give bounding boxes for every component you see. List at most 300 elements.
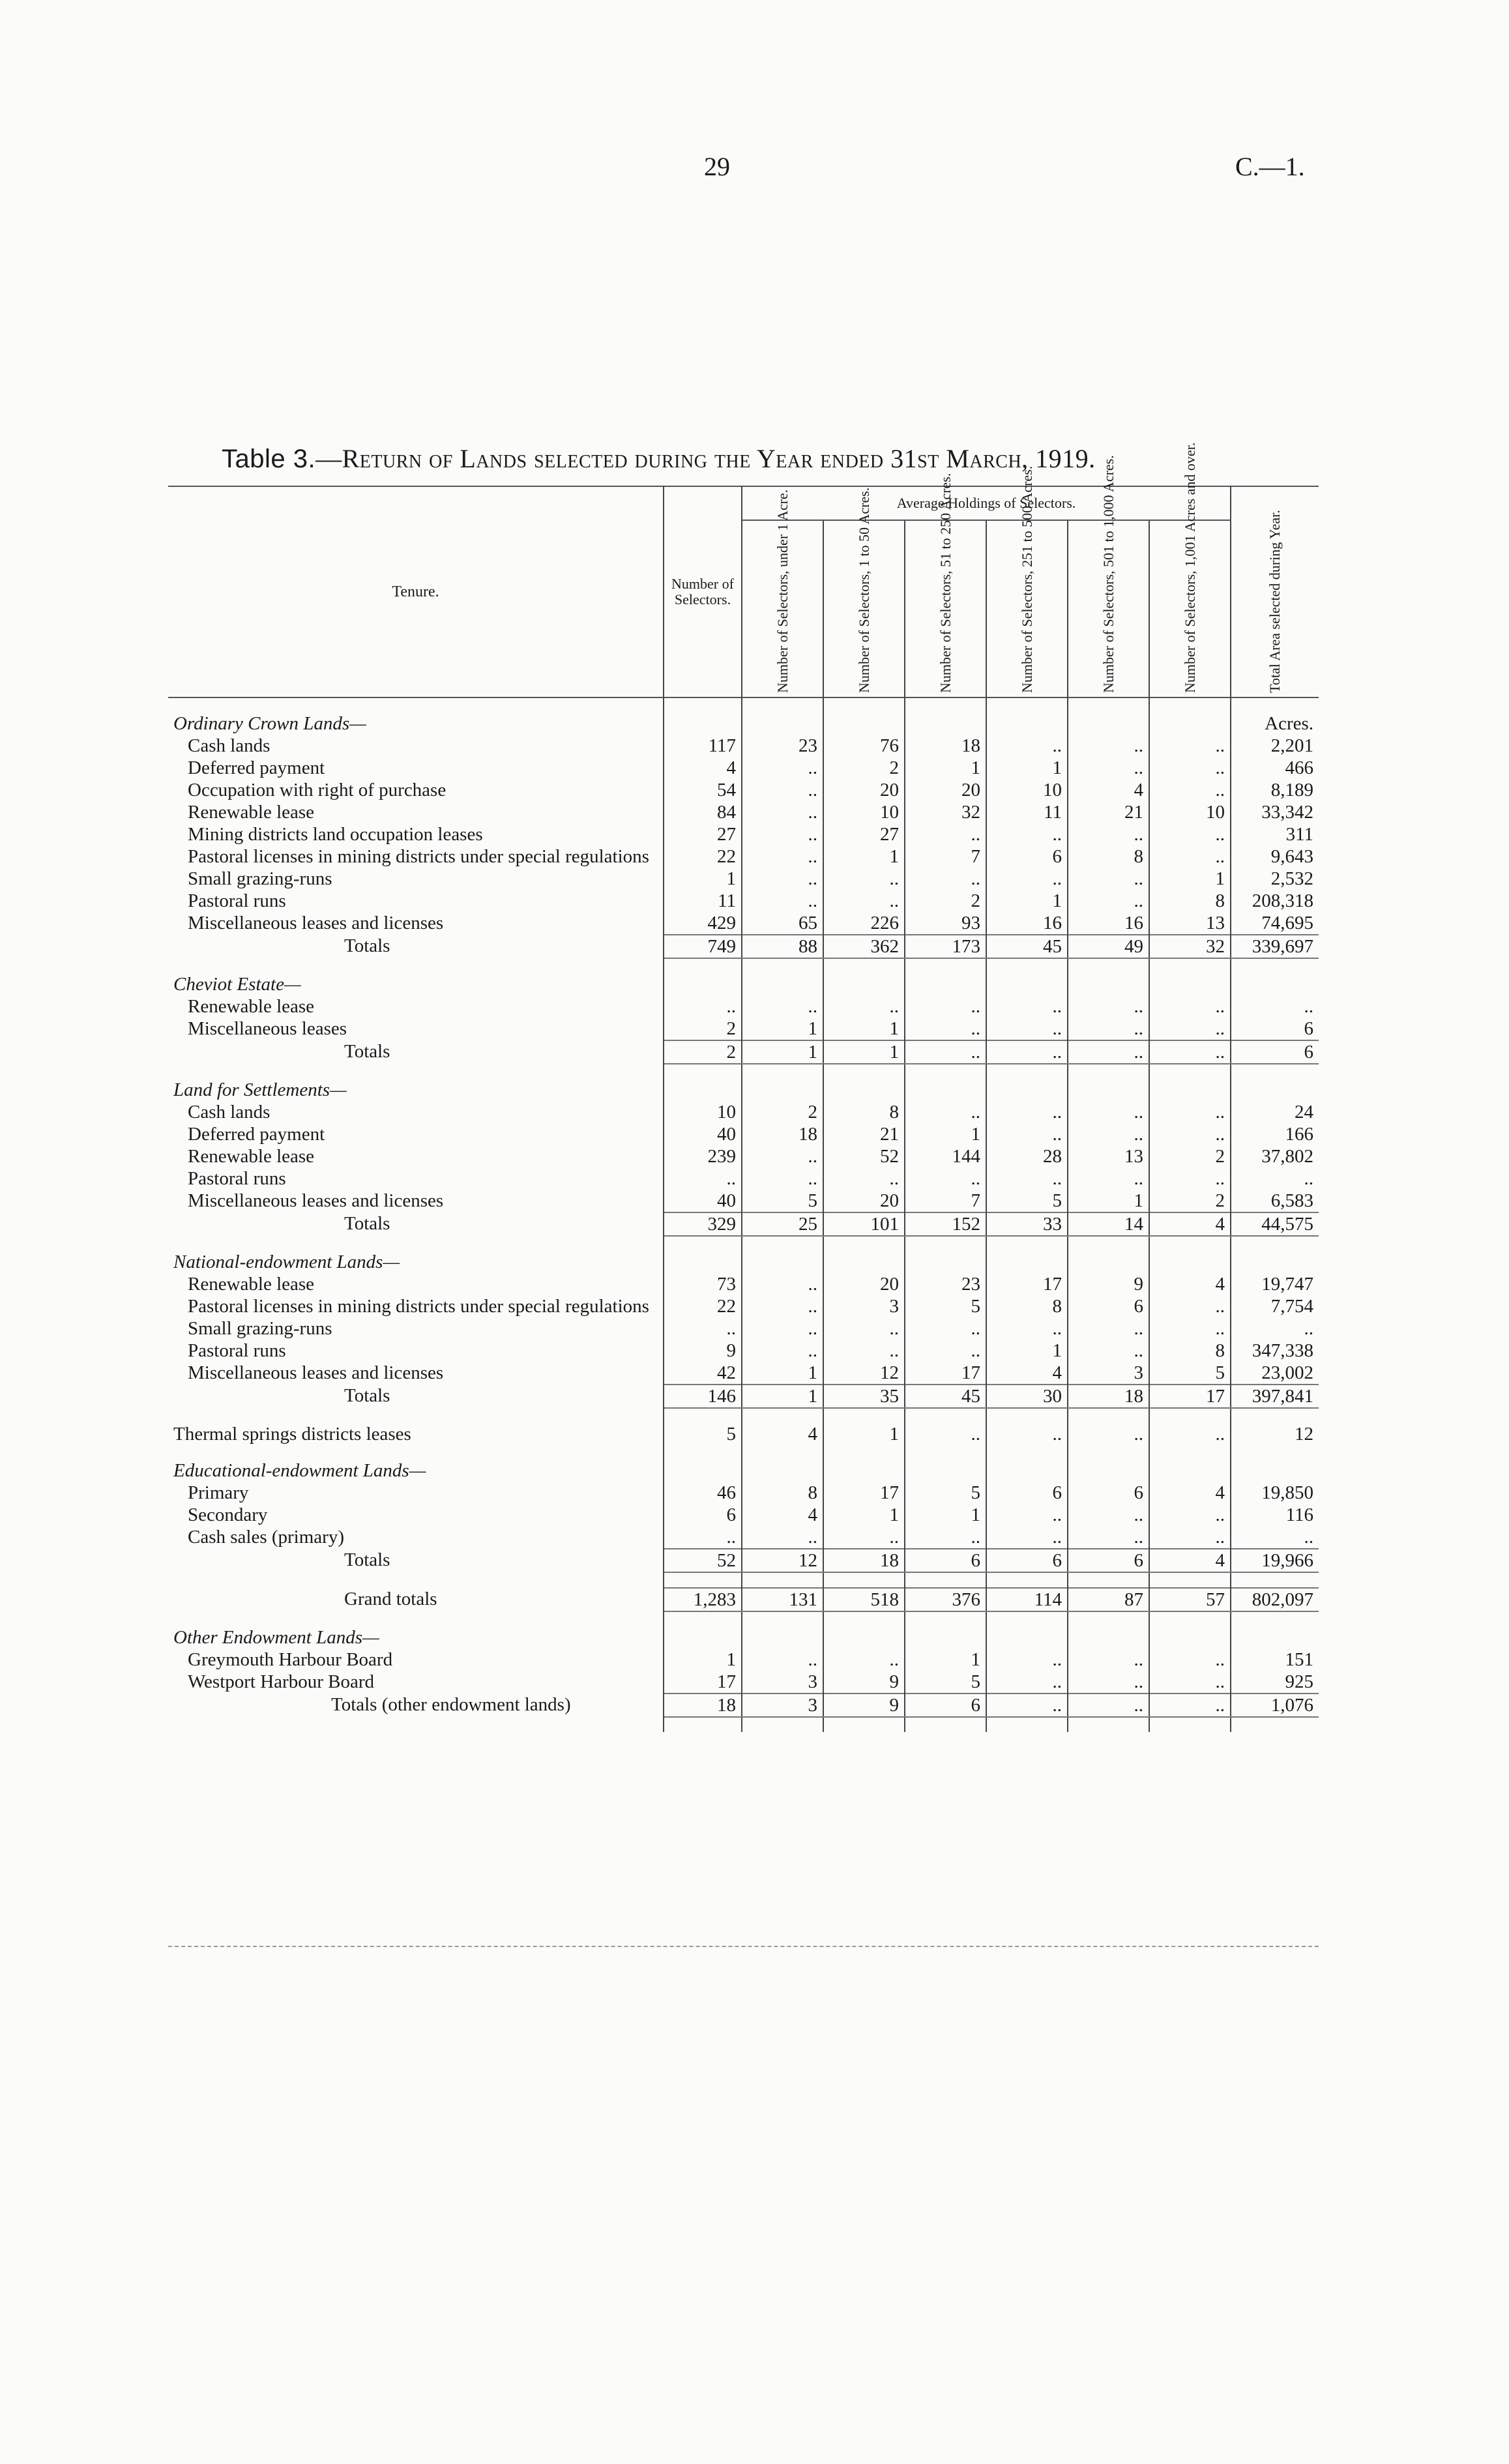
cheviot-estate-totals-total-area: 6	[1231, 1040, 1319, 1064]
other-endowment-lands-heading: Other Endowment Lands—	[168, 1626, 664, 1649]
national-endowment-lands-row-3-total-area: ..	[1304, 1318, 1314, 1339]
national-endowment-lands-row-5-51-to-250-acres: 17	[905, 1362, 986, 1385]
ordinary-crown-lands-row-4-501-to-1000-acres: 21	[1068, 801, 1149, 823]
other-endowment-lands-totals-label: Totals (other endowment lands)	[168, 1694, 664, 1717]
table-row	[168, 1123, 1319, 1145]
cheviot-estate-row-1-501-to-1000-acres: ..	[1068, 995, 1149, 1018]
educational-endowment-lands-row-1-label: Primary	[168, 1482, 664, 1504]
ordinary-crown-lands-row-9-number-of-selectors: 429	[664, 912, 742, 935]
land-for-settlements-totals-1001-acres-and-over: 4	[1149, 1212, 1231, 1236]
grand-totals-1-to-50-acres: 518	[823, 1588, 905, 1611]
ordinary-crown-lands-row-9-under-1-acre: 65	[742, 912, 823, 935]
national-endowment-lands-row-3-number-of-selectors: ..	[664, 1317, 742, 1340]
ordinary-crown-lands-row-9-501-to-1000-acres: 16	[1068, 912, 1149, 935]
table-row	[168, 1101, 1319, 1123]
ordinary-crown-lands-row-2-51-to-250-acres: 1	[905, 757, 986, 779]
cheviot-estate-heading: Cheviot Estate—	[168, 973, 664, 995]
land-for-settlements-row-3-1-to-50-acres: 52	[823, 1145, 905, 1167]
national-endowment-lands-row-3-501-to-1000-acres: ..	[1068, 1317, 1149, 1340]
land-for-settlements-row-4-total-area: ..	[1304, 1168, 1314, 1189]
ordinary-crown-lands-row-3-1001-acres-and-over: ..	[1149, 779, 1231, 801]
ordinary-crown-lands-row-6-label: Pastoral licenses in mining districts under special regulations	[168, 845, 664, 868]
table-row	[168, 890, 1319, 912]
national-endowment-lands-row-3-1-to-50-acres: ..	[823, 1317, 905, 1340]
ordinary-crown-lands-row-6-501-to-1000-acres: 8	[1068, 845, 1149, 868]
ordinary-crown-lands-row-9-total-area: 74,695	[1261, 913, 1314, 933]
thermal-springs-251-to-500-acres: ..	[986, 1423, 1068, 1445]
national-endowment-lands-totals-under-1-acre: 1	[742, 1385, 823, 1408]
land-for-settlements-row-2-1001-acres-and-over: ..	[1149, 1123, 1231, 1145]
other-endowment-lands-row-1-total-area: 151	[1285, 1649, 1314, 1670]
land-for-settlements-row-1-501-to-1000-acres: ..	[1068, 1101, 1149, 1123]
educational-endowment-lands-row-3-number-of-selectors: ..	[664, 1526, 742, 1549]
other-endowment-lands-row-2-51-to-250-acres: 5	[905, 1671, 986, 1694]
other-endowment-lands-totals-51-to-250-acres: 6	[905, 1694, 986, 1717]
ordinary-crown-lands-row-1-number-of-selectors: 117	[664, 735, 742, 757]
cheviot-estate-row-1-51-to-250-acres: ..	[905, 995, 986, 1018]
ordinary-crown-lands-row-3-number-of-selectors: 54	[664, 779, 742, 801]
ordinary-crown-lands-row-5-251-to-500-acres: ..	[986, 823, 1068, 845]
cheviot-estate-totals-1001-acres-and-over: ..	[1149, 1040, 1231, 1064]
column-header-1001-acres-and-over: Number of Selectors, 1,001 Acres and over.	[1149, 520, 1231, 697]
land-for-settlements-row-4-under-1-acre: ..	[742, 1167, 823, 1190]
national-endowment-lands-row-1-1-to-50-acres: 20	[823, 1273, 905, 1295]
land-for-settlements-row-3-51-to-250-acres: 144	[905, 1145, 986, 1167]
educational-endowment-lands-heading: Educational-endowment Lands—	[168, 1459, 664, 1482]
land-for-settlements-row-5-1-to-50-acres: 20	[823, 1190, 905, 1212]
grand-totals-total-area: 802,097	[1231, 1588, 1319, 1611]
ordinary-crown-lands-row-1-501-to-1000-acres: ..	[1068, 735, 1149, 757]
national-endowment-lands-row-5-label: Miscellaneous leases and licenses	[168, 1362, 664, 1385]
national-endowment-lands-row-3-251-to-500-acres: ..	[986, 1317, 1068, 1340]
educational-endowment-lands-row-3-total-area: ..	[1304, 1527, 1314, 1547]
educational-endowment-lands-totals-251-to-500-acres: 6	[986, 1549, 1068, 1572]
other-endowment-lands-row-2-1-to-50-acres: 9	[823, 1671, 905, 1694]
national-endowment-lands-totals-1001-acres-and-over: 17	[1149, 1385, 1231, 1408]
land-for-settlements-row-1-total-area: 24	[1295, 1102, 1314, 1122]
cheviot-estate-row-2-1-to-50-acres: 1	[823, 1018, 905, 1040]
land-for-settlements-row-3-501-to-1000-acres: 13	[1068, 1145, 1149, 1167]
cheviot-estate-row-1-label: Renewable lease	[168, 995, 664, 1018]
educational-endowment-lands-row-3-251-to-500-acres: ..	[986, 1526, 1068, 1549]
land-for-settlements-row-3-under-1-acre: ..	[742, 1145, 823, 1167]
educational-endowment-lands-row-3-501-to-1000-acres: ..	[1068, 1526, 1149, 1549]
national-endowment-lands-row-2-total-area: 7,754	[1270, 1296, 1314, 1317]
land-for-settlements-row-5-51-to-250-acres: 7	[905, 1190, 986, 1212]
other-endowment-lands-row-1-number-of-selectors: 1	[664, 1649, 742, 1671]
other-endowment-lands-totals-501-to-1000-acres: ..	[1068, 1694, 1149, 1717]
national-endowment-lands-row-5-501-to-1000-acres: 3	[1068, 1362, 1149, 1385]
national-endowment-lands-totals-51-to-250-acres: 45	[905, 1385, 986, 1408]
educational-endowment-lands-row-1-251-to-500-acres: 6	[986, 1482, 1068, 1504]
land-for-settlements-row-5-under-1-acre: 5	[742, 1190, 823, 1212]
thermal-springs-51-to-250-acres: ..	[905, 1423, 986, 1445]
ordinary-crown-lands-row-1-1-to-50-acres: 76	[823, 735, 905, 757]
ordinary-crown-lands-row-6-51-to-250-acres: 7	[905, 845, 986, 868]
ordinary-crown-lands-row-8-251-to-500-acres: 1	[986, 890, 1068, 912]
grand-totals-number-of-selectors: 1,283	[664, 1588, 742, 1611]
ordinary-crown-lands-row-6-under-1-acre: ..	[742, 845, 823, 868]
national-endowment-lands-row-4-number-of-selectors: 9	[664, 1340, 742, 1362]
national-endowment-lands-row-2-501-to-1000-acres: 6	[1068, 1295, 1149, 1317]
educational-endowment-lands-row-3-51-to-250-acres: ..	[905, 1526, 986, 1549]
other-endowment-lands-row-1-1-to-50-acres: ..	[823, 1649, 905, 1671]
educational-endowment-lands-row-2-51-to-250-acres: 1	[905, 1504, 986, 1526]
ordinary-crown-lands-row-4-51-to-250-acres: 32	[905, 801, 986, 823]
table-row	[168, 1273, 1319, 1295]
ordinary-crown-lands-totals-number-of-selectors: 749	[664, 935, 742, 958]
educational-endowment-lands-totals-number-of-selectors: 52	[664, 1549, 742, 1572]
cheviot-estate-row-2-1001-acres-and-over: ..	[1149, 1018, 1231, 1040]
ordinary-crown-lands-row-4-under-1-acre: ..	[742, 801, 823, 823]
other-endowment-lands-totals-251-to-500-acres: ..	[986, 1694, 1068, 1717]
cheviot-estate-row-1-1001-acres-and-over: ..	[1149, 995, 1231, 1018]
ordinary-crown-lands-totals-total-area: 339,697	[1231, 935, 1319, 958]
cheviot-estate-totals-501-to-1000-acres: ..	[1068, 1040, 1149, 1064]
ordinary-crown-lands-row-8-1001-acres-and-over: 8	[1149, 890, 1231, 912]
educational-endowment-lands-row-1-total-area: 19,850	[1261, 1482, 1314, 1503]
table-row	[168, 995, 1319, 1018]
ordinary-crown-lands-totals-under-1-acre: 88	[742, 935, 823, 958]
land-for-settlements-row-5-501-to-1000-acres: 1	[1068, 1190, 1149, 1212]
thermal-springs-total-area: 12	[1295, 1424, 1314, 1445]
educational-endowment-lands-row-2-1001-acres-and-over: ..	[1149, 1504, 1231, 1526]
national-endowment-lands-row-2-51-to-250-acres: 5	[905, 1295, 986, 1317]
thermal-springs-1001-acres-and-over: ..	[1149, 1423, 1231, 1445]
table-row	[168, 1317, 1319, 1340]
ordinary-crown-lands-row-3-51-to-250-acres: 20	[905, 779, 986, 801]
ordinary-crown-lands-row-5-label: Mining districts land occupation leases	[168, 823, 664, 845]
educational-endowment-lands-totals-1001-acres-and-over: 4	[1149, 1549, 1231, 1572]
ordinary-crown-lands-row-7-1-to-50-acres: ..	[823, 868, 905, 890]
national-endowment-lands-row-4-label: Pastoral runs	[168, 1340, 664, 1362]
educational-endowment-lands-totals-total-area: 19,966	[1231, 1549, 1319, 1572]
cheviot-estate-totals-number-of-selectors: 2	[664, 1040, 742, 1064]
national-endowment-lands-totals-1-to-50-acres: 35	[823, 1385, 905, 1408]
educational-endowment-lands-row-2-501-to-1000-acres: ..	[1068, 1504, 1149, 1526]
document-id: C.—1.	[1235, 152, 1305, 181]
national-endowment-lands-row-5-total-area: 23,002	[1261, 1362, 1314, 1383]
ordinary-crown-lands-row-9-1-to-50-acres: 226	[823, 912, 905, 935]
ordinary-crown-lands-row-7-total-area: 2,532	[1270, 868, 1314, 889]
table-row	[168, 1671, 1319, 1694]
other-endowment-lands-row-1-1001-acres-and-over: ..	[1149, 1649, 1231, 1671]
national-endowment-lands-row-5-251-to-500-acres: 4	[986, 1362, 1068, 1385]
educational-endowment-lands-totals-under-1-acre: 12	[742, 1549, 823, 1572]
national-endowment-lands-row-4-51-to-250-acres: ..	[905, 1340, 986, 1362]
national-endowment-lands-totals-251-to-500-acres: 30	[986, 1385, 1068, 1408]
other-endowment-lands-row-2-under-1-acre: 3	[742, 1671, 823, 1694]
ordinary-crown-lands-row-3-501-to-1000-acres: 4	[1068, 779, 1149, 801]
table-row	[168, 1504, 1319, 1526]
table-row	[168, 1482, 1319, 1504]
ordinary-crown-lands-row-5-under-1-acre: ..	[742, 823, 823, 845]
national-endowment-lands-row-4-total-area: 347,338	[1252, 1340, 1314, 1361]
cheviot-estate-row-2-251-to-500-acres: ..	[986, 1018, 1068, 1040]
column-header-under-1-acre: Number of Selectors, under 1 Acre.	[742, 520, 823, 697]
cheviot-estate-row-2-total-area: 6	[1304, 1018, 1314, 1039]
table-row	[168, 1649, 1319, 1671]
cheviot-estate-totals-251-to-500-acres: ..	[986, 1040, 1068, 1064]
ordinary-crown-lands-row-8-total-area: 208,318	[1252, 890, 1314, 911]
land-for-settlements-totals-under-1-acre: 25	[742, 1212, 823, 1236]
grand-totals-label: Grand totals	[168, 1588, 664, 1611]
educational-endowment-lands-row-3-label: Cash sales (primary)	[168, 1526, 664, 1549]
national-endowment-lands-totals-label: Totals	[168, 1385, 664, 1408]
national-endowment-lands-row-2-label: Pastoral licenses in mining districts under special regulations	[168, 1295, 664, 1317]
land-for-settlements-row-5-label: Miscellaneous leases and licenses	[168, 1190, 664, 1212]
land-for-settlements-row-4-51-to-250-acres: ..	[905, 1167, 986, 1190]
educational-endowment-lands-totals-label: Totals	[168, 1549, 664, 1572]
land-for-settlements-row-4-number-of-selectors: ..	[664, 1167, 742, 1190]
thermal-springs-1-to-50-acres: 1	[823, 1423, 905, 1445]
table-row	[168, 757, 1319, 779]
educational-endowment-lands-row-1-501-to-1000-acres: 6	[1068, 1482, 1149, 1504]
land-for-settlements-row-2-501-to-1000-acres: ..	[1068, 1123, 1149, 1145]
ordinary-crown-lands-row-2-under-1-acre: ..	[742, 757, 823, 779]
table-row	[168, 845, 1319, 868]
thermal-springs-under-1-acre: 4	[742, 1423, 823, 1445]
land-for-settlements-row-3-total-area: 37,802	[1261, 1146, 1314, 1167]
column-group-average-holdings: Average Holdings of Selectors.	[742, 486, 1231, 520]
land-for-settlements-row-2-number-of-selectors: 40	[664, 1123, 742, 1145]
cheviot-estate-totals-51-to-250-acres: ..	[905, 1040, 986, 1064]
ordinary-crown-lands-totals-1-to-50-acres: 362	[823, 935, 905, 958]
ordinary-crown-lands-row-8-51-to-250-acres: 2	[905, 890, 986, 912]
table-row	[168, 1145, 1319, 1167]
other-endowment-lands-totals-total-area: 1,076	[1231, 1694, 1319, 1717]
land-for-settlements-totals-total-area: 44,575	[1231, 1212, 1319, 1236]
national-endowment-lands-row-5-under-1-acre: 1	[742, 1362, 823, 1385]
ordinary-crown-lands-row-4-number-of-selectors: 84	[664, 801, 742, 823]
ordinary-crown-lands-row-7-label: Small grazing-runs	[168, 868, 664, 890]
land-for-settlements-row-4-251-to-500-acres: ..	[986, 1167, 1068, 1190]
land-for-settlements-totals-501-to-1000-acres: 14	[1068, 1212, 1149, 1236]
other-endowment-lands-row-2-1001-acres-and-over: ..	[1149, 1671, 1231, 1694]
ordinary-crown-lands-row-5-501-to-1000-acres: ..	[1068, 823, 1149, 845]
other-endowment-lands-row-1-501-to-1000-acres: ..	[1068, 1649, 1149, 1671]
grand-totals-under-1-acre: 131	[742, 1588, 823, 1611]
land-for-settlements-totals-label: Totals	[168, 1212, 664, 1236]
table-row	[168, 1190, 1319, 1212]
ordinary-crown-lands-row-8-under-1-acre: ..	[742, 890, 823, 912]
ordinary-crown-lands-row-7-51-to-250-acres: ..	[905, 868, 986, 890]
national-endowment-lands-row-1-label: Renewable lease	[168, 1273, 664, 1295]
table-row	[168, 1362, 1319, 1385]
column-header-251-to-500-acres: Number of Selectors, 251 to 500 Acres.	[986, 520, 1068, 697]
ordinary-crown-lands-row-2-251-to-500-acres: 1	[986, 757, 1068, 779]
ordinary-crown-lands-row-6-251-to-500-acres: 6	[986, 845, 1068, 868]
table-row	[168, 1340, 1319, 1362]
land-for-settlements-row-2-1-to-50-acres: 21	[823, 1123, 905, 1145]
national-endowment-lands-row-1-number-of-selectors: 73	[664, 1273, 742, 1295]
land-for-settlements-row-2-label: Deferred payment	[168, 1123, 664, 1145]
ordinary-crown-lands-row-1-1001-acres-and-over: ..	[1149, 735, 1231, 757]
column-header-total-area: Total Area selected during Year.	[1231, 486, 1319, 697]
ordinary-crown-lands-totals-1001-acres-and-over: 32	[1149, 935, 1231, 958]
national-endowment-lands-row-3-label: Small grazing-runs	[168, 1317, 664, 1340]
table-row	[168, 1295, 1319, 1317]
other-endowment-lands-row-2-label: Westport Harbour Board	[168, 1671, 664, 1694]
ordinary-crown-lands-row-7-number-of-selectors: 1	[664, 868, 742, 890]
other-endowment-lands-totals-under-1-acre: 3	[742, 1694, 823, 1717]
educational-endowment-lands-totals-1-to-50-acres: 18	[823, 1549, 905, 1572]
ordinary-crown-lands-row-4-1001-acres-and-over: 10	[1149, 801, 1231, 823]
educational-endowment-lands-row-3-1-to-50-acres: ..	[823, 1526, 905, 1549]
national-endowment-lands-row-5-1001-acres-and-over: 5	[1149, 1362, 1231, 1385]
national-endowment-lands-row-1-251-to-500-acres: 17	[986, 1273, 1068, 1295]
other-endowment-lands-row-2-501-to-1000-acres: ..	[1068, 1671, 1149, 1694]
land-for-settlements-row-3-number-of-selectors: 239	[664, 1145, 742, 1167]
ordinary-crown-lands-row-8-label: Pastoral runs	[168, 890, 664, 912]
ordinary-crown-lands-row-1-label: Cash lands	[168, 735, 664, 757]
ordinary-crown-lands-row-1-total-area: 2,201	[1270, 735, 1314, 756]
national-endowment-lands-row-2-251-to-500-acres: 8	[986, 1295, 1068, 1317]
column-header-number: Number of Selectors.	[664, 486, 742, 697]
national-endowment-lands-row-4-1001-acres-and-over: 8	[1149, 1340, 1231, 1362]
land-for-settlements-row-2-251-to-500-acres: ..	[986, 1123, 1068, 1145]
land-for-settlements-row-3-label: Renewable lease	[168, 1145, 664, 1167]
educational-endowment-lands-row-1-under-1-acre: 8	[742, 1482, 823, 1504]
other-endowment-lands-row-1-label: Greymouth Harbour Board	[168, 1649, 664, 1671]
other-endowment-lands-row-2-number-of-selectors: 17	[664, 1671, 742, 1694]
ordinary-crown-lands-row-7-501-to-1000-acres: ..	[1068, 868, 1149, 890]
ordinary-crown-lands-row-2-label: Deferred payment	[168, 757, 664, 779]
national-endowment-lands-row-5-1-to-50-acres: 12	[823, 1362, 905, 1385]
ordinary-crown-lands-row-6-total-area: 9,643	[1270, 846, 1314, 867]
national-endowment-lands-heading: National-endowment Lands—	[168, 1251, 664, 1273]
national-endowment-lands-row-1-51-to-250-acres: 23	[905, 1273, 986, 1295]
land-for-settlements-row-1-251-to-500-acres: ..	[986, 1101, 1068, 1123]
educational-endowment-lands-row-2-251-to-500-acres: ..	[986, 1504, 1068, 1526]
land-for-settlements-row-2-under-1-acre: 18	[742, 1123, 823, 1145]
land-for-settlements-row-3-251-to-500-acres: 28	[986, 1145, 1068, 1167]
column-header-tenure: Tenure.	[168, 486, 664, 697]
national-endowment-lands-row-1-1001-acres-and-over: 4	[1149, 1273, 1231, 1295]
totals-row	[168, 1694, 1319, 1717]
table-row	[168, 1526, 1319, 1549]
land-for-settlements-row-4-label: Pastoral runs	[168, 1167, 664, 1190]
cheviot-estate-row-2-number-of-selectors: 2	[664, 1018, 742, 1040]
land-for-settlements-row-3-1001-acres-and-over: 2	[1149, 1145, 1231, 1167]
grand-totals-1001-acres-and-over: 57	[1149, 1588, 1231, 1611]
cheviot-estate-totals-under-1-acre: 1	[742, 1040, 823, 1064]
totals-row	[168, 1549, 1319, 1572]
column-header-1-to-50-acres: Number of Selectors, 1 to 50 Acres.	[823, 520, 905, 697]
ordinary-crown-lands-row-9-label: Miscellaneous leases and licenses	[168, 912, 664, 935]
ordinary-crown-lands-totals-51-to-250-acres: 173	[905, 935, 986, 958]
educational-endowment-lands-row-2-label: Secondary	[168, 1504, 664, 1526]
table-bottom-rule	[168, 1946, 1319, 1947]
national-endowment-lands-row-3-1001-acres-and-over: ..	[1149, 1317, 1231, 1340]
other-endowment-lands-row-2-251-to-500-acres: ..	[986, 1671, 1068, 1694]
ordinary-crown-lands-row-8-501-to-1000-acres: ..	[1068, 890, 1149, 912]
totals-row	[168, 1385, 1319, 1408]
land-for-settlements-row-4-1-to-50-acres: ..	[823, 1167, 905, 1190]
table-number: Table 3.	[222, 445, 316, 473]
land-for-settlements-row-1-1001-acres-and-over: ..	[1149, 1101, 1231, 1123]
educational-endowment-lands-row-2-number-of-selectors: 6	[664, 1504, 742, 1526]
land-for-settlements-totals-number-of-selectors: 329	[664, 1212, 742, 1236]
ordinary-crown-lands-row-2-501-to-1000-acres: ..	[1068, 757, 1149, 779]
table-row	[168, 868, 1319, 890]
ordinary-crown-lands-row-7-under-1-acre: ..	[742, 868, 823, 890]
educational-endowment-lands-row-2-total-area: 116	[1285, 1504, 1314, 1525]
national-endowment-lands-row-2-1001-acres-and-over: ..	[1149, 1295, 1231, 1317]
ordinary-crown-lands-row-4-total-area: 33,342	[1261, 802, 1314, 823]
table-row	[168, 912, 1319, 935]
ordinary-crown-lands-row-3-251-to-500-acres: 10	[986, 779, 1068, 801]
ordinary-crown-lands-row-9-51-to-250-acres: 93	[905, 912, 986, 935]
land-for-settlements-row-4-501-to-1000-acres: ..	[1068, 1167, 1149, 1190]
land-for-settlements-row-1-51-to-250-acres: ..	[905, 1101, 986, 1123]
national-endowment-lands-row-3-51-to-250-acres: ..	[905, 1317, 986, 1340]
ordinary-crown-lands-row-2-total-area: 466	[1285, 757, 1314, 778]
table-title-text: —Return of Lands selected during the Year ended 31st March, 1919.	[315, 444, 1096, 473]
cheviot-estate-totals-label: Totals	[168, 1040, 664, 1064]
ordinary-crown-lands-row-9-251-to-500-acres: 16	[986, 912, 1068, 935]
ordinary-crown-lands-row-4-label: Renewable lease	[168, 801, 664, 823]
other-endowment-lands-totals-number-of-selectors: 18	[664, 1694, 742, 1717]
land-for-settlements-totals-51-to-250-acres: 152	[905, 1212, 986, 1236]
grand-totals-251-to-500-acres: 114	[986, 1588, 1068, 1611]
other-endowment-lands-totals-1-to-50-acres: 9	[823, 1694, 905, 1717]
land-for-settlements-row-2-51-to-250-acres: 1	[905, 1123, 986, 1145]
totals-row	[168, 1040, 1319, 1064]
educational-endowment-lands-row-1-1001-acres-and-over: 4	[1149, 1482, 1231, 1504]
grand-totals-51-to-250-acres: 376	[905, 1588, 986, 1611]
cheviot-estate-row-2-501-to-1000-acres: ..	[1068, 1018, 1149, 1040]
other-endowment-lands-row-1-51-to-250-acres: 1	[905, 1649, 986, 1671]
ordinary-crown-lands-row-8-1-to-50-acres: ..	[823, 890, 905, 912]
national-endowment-lands-row-1-501-to-1000-acres: 9	[1068, 1273, 1149, 1295]
ordinary-crown-lands-heading: Ordinary Crown Lands—	[168, 712, 664, 735]
land-for-settlements-row-2-total-area: 166	[1285, 1124, 1314, 1145]
table-title	[222, 443, 1291, 474]
educational-endowment-lands-row-1-number-of-selectors: 46	[664, 1482, 742, 1504]
ordinary-crown-lands-totals-501-to-1000-acres: 49	[1068, 935, 1149, 958]
ordinary-crown-lands-row-7-251-to-500-acres: ..	[986, 868, 1068, 890]
national-endowment-lands-totals-total-area: 397,841	[1231, 1385, 1319, 1408]
ordinary-crown-lands-row-2-1001-acres-and-over: ..	[1149, 757, 1231, 779]
national-endowment-lands-row-2-under-1-acre: ..	[742, 1295, 823, 1317]
ordinary-crown-lands-row-6-number-of-selectors: 22	[664, 845, 742, 868]
ordinary-crown-lands-row-3-1-to-50-acres: 20	[823, 779, 905, 801]
thermal-springs-label: Thermal springs districts leases	[168, 1423, 664, 1445]
ordinary-crown-lands-row-2-1-to-50-acres: 2	[823, 757, 905, 779]
land-for-settlements-row-5-total-area: 6,583	[1270, 1190, 1314, 1211]
educational-endowment-lands-row-2-under-1-acre: 4	[742, 1504, 823, 1526]
educational-endowment-lands-totals-51-to-250-acres: 6	[905, 1549, 986, 1572]
ordinary-crown-lands-totals-251-to-500-acres: 45	[986, 935, 1068, 958]
educational-endowment-lands-row-1-1-to-50-acres: 17	[823, 1482, 905, 1504]
educational-endowment-lands-row-1-51-to-250-acres: 5	[905, 1482, 986, 1504]
totals-row	[168, 935, 1319, 958]
national-endowment-lands-row-1-under-1-acre: ..	[742, 1273, 823, 1295]
national-endowment-lands-row-1-total-area: 19,747	[1261, 1274, 1314, 1295]
cheviot-estate-row-1-under-1-acre: ..	[742, 995, 823, 1018]
cheviot-estate-row-2-51-to-250-acres: ..	[905, 1018, 986, 1040]
national-endowment-lands-row-2-number-of-selectors: 22	[664, 1295, 742, 1317]
national-endowment-lands-row-4-under-1-acre: ..	[742, 1340, 823, 1362]
land-for-settlements-totals-1-to-50-acres: 101	[823, 1212, 905, 1236]
land-for-settlements-row-1-under-1-acre: 2	[742, 1101, 823, 1123]
land-for-settlements-row-5-number-of-selectors: 40	[664, 1190, 742, 1212]
national-endowment-lands-totals-501-to-1000-acres: 18	[1068, 1385, 1149, 1408]
ordinary-crown-lands-row-4-251-to-500-acres: 11	[986, 801, 1068, 823]
table-row	[168, 735, 1319, 757]
land-for-settlements-totals-251-to-500-acres: 33	[986, 1212, 1068, 1236]
